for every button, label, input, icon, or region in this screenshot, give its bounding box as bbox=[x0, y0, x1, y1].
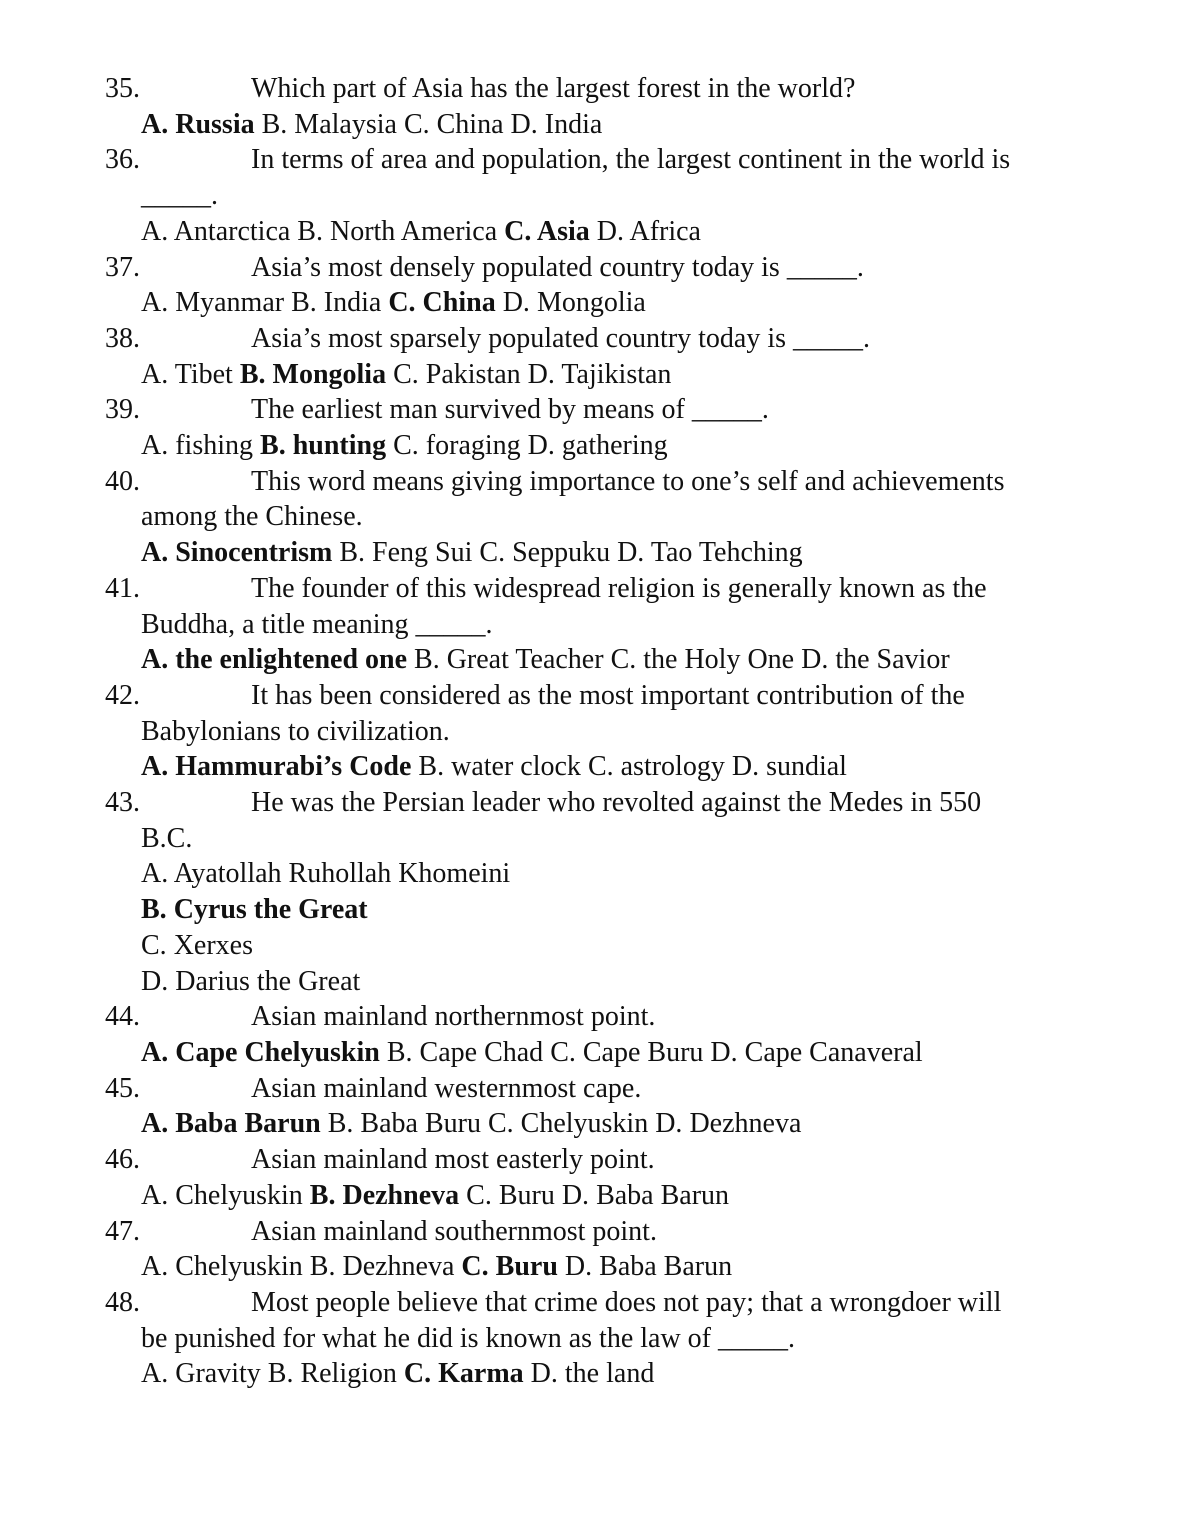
question-text-line: Asian mainland westernmost cape. bbox=[251, 1072, 642, 1104]
option-label: A. bbox=[141, 644, 169, 676]
answer-option bbox=[141, 1180, 303, 1211]
answer-option bbox=[655, 1108, 801, 1139]
correct-answer-option bbox=[260, 430, 386, 461]
answer-option bbox=[466, 1180, 555, 1211]
option-label: C. bbox=[550, 1036, 576, 1068]
correct-answer-option bbox=[141, 644, 407, 675]
option-label: D. bbox=[141, 965, 169, 997]
question-text bbox=[105, 464, 1105, 500]
question-text-line: Asian mainland northernmost point. bbox=[251, 1001, 656, 1033]
option-label: C. bbox=[466, 1179, 492, 1211]
question-text-line: Asian mainland most easterly point. bbox=[251, 1144, 655, 1176]
answer-options bbox=[105, 892, 1105, 928]
question-number: 46. bbox=[105, 1144, 140, 1176]
option-label: C. bbox=[403, 108, 430, 140]
option-text: Chelyuskin bbox=[175, 1179, 303, 1211]
answer-option bbox=[710, 1037, 922, 1068]
correct-answer-option bbox=[141, 1037, 380, 1068]
answer-options bbox=[105, 1178, 1105, 1214]
option-text: Chelyuskin bbox=[520, 1108, 649, 1140]
option-text: foraging bbox=[425, 430, 521, 462]
answer-options bbox=[105, 357, 1105, 393]
option-label: A. bbox=[141, 1358, 169, 1390]
option-label: D. bbox=[527, 430, 555, 462]
answer-options bbox=[105, 964, 1105, 1000]
option-text: Africa bbox=[629, 215, 701, 247]
question-text-line: The earliest man survived by means of _____. bbox=[251, 394, 769, 426]
answer-option bbox=[617, 537, 803, 568]
question-40 bbox=[105, 464, 1105, 571]
answer-option bbox=[310, 1251, 455, 1282]
question-text-continuation: among the Chinese. bbox=[141, 501, 363, 533]
option-label: B. bbox=[414, 644, 440, 676]
answer-option bbox=[141, 1251, 303, 1282]
option-label: A. bbox=[141, 287, 169, 319]
option-text: Mongolia bbox=[272, 358, 387, 390]
option-text: Asia bbox=[536, 215, 590, 247]
question-text-line: The founder of this widespread religion is generally known as the bbox=[251, 572, 987, 604]
question-45 bbox=[105, 1071, 1105, 1142]
option-text: China bbox=[436, 108, 504, 140]
option-label: D. bbox=[655, 1108, 683, 1140]
option-label: B. bbox=[141, 894, 167, 926]
answer-option bbox=[268, 1358, 397, 1389]
option-label: C. bbox=[393, 430, 419, 462]
answer-option bbox=[732, 751, 847, 782]
option-label: D. bbox=[527, 358, 555, 390]
option-text: Chelyuskin bbox=[175, 1251, 303, 1283]
question-text-line: He was the Persian leader who revolted against the Medes in 550 bbox=[251, 787, 982, 819]
question-number: 38. bbox=[105, 322, 140, 354]
answer-options bbox=[105, 856, 1105, 892]
option-text: North America bbox=[329, 215, 498, 247]
option-label: D. bbox=[561, 1179, 590, 1211]
option-label: D. bbox=[502, 287, 530, 319]
option-label: D. bbox=[530, 1358, 558, 1390]
option-text: Baba Buru bbox=[360, 1108, 481, 1140]
option-text: Karma bbox=[438, 1358, 524, 1390]
option-label: A. bbox=[141, 358, 169, 390]
option-text: Mongolia bbox=[536, 287, 646, 319]
option-label: C. bbox=[388, 287, 416, 319]
answer-option bbox=[565, 1251, 732, 1282]
option-text: hunting bbox=[292, 430, 387, 462]
correct-answer-option bbox=[461, 1251, 557, 1282]
answer-option bbox=[262, 109, 397, 140]
question-text bbox=[105, 1214, 1105, 1250]
question-number: 43. bbox=[105, 787, 140, 819]
option-text: Dezhneva bbox=[342, 1251, 455, 1283]
question-number: 45. bbox=[105, 1072, 140, 1104]
question-number: 39. bbox=[105, 394, 140, 426]
option-label: B. bbox=[260, 430, 286, 462]
answer-options bbox=[105, 1249, 1105, 1285]
answer-option bbox=[141, 1358, 261, 1389]
option-label: B. bbox=[418, 751, 445, 783]
option-label: B. bbox=[261, 108, 288, 140]
option-text: Cape Buru bbox=[582, 1036, 704, 1068]
question-47 bbox=[105, 1214, 1105, 1285]
answer-options bbox=[105, 928, 1105, 964]
question-text-continuation: be punished for what he did is known as the law of _____. bbox=[141, 1322, 795, 1354]
option-label: B. bbox=[297, 215, 323, 247]
option-text: Tibet bbox=[174, 358, 233, 390]
option-text: the Savior bbox=[835, 644, 950, 676]
answer-option bbox=[141, 287, 284, 318]
option-label: A. bbox=[141, 858, 169, 890]
question-text bbox=[105, 678, 1105, 714]
question-number: 36. bbox=[105, 144, 140, 176]
option-label: C. bbox=[610, 644, 637, 676]
option-text: Buru bbox=[495, 1251, 558, 1283]
question-text-line: Asian mainland southernmost point. bbox=[251, 1215, 657, 1247]
option-label: D. bbox=[510, 108, 538, 140]
option-text: Feng Sui bbox=[372, 537, 473, 569]
question-text-line: Which part of Asia has the largest forest in the world? bbox=[251, 73, 856, 104]
answer-option bbox=[611, 644, 795, 675]
option-label: B. bbox=[291, 287, 317, 319]
option-text: Cyrus the Great bbox=[173, 894, 368, 926]
correct-answer-option bbox=[504, 216, 590, 247]
option-label: D. bbox=[710, 1036, 738, 1068]
option-text: Baba Barun bbox=[596, 1179, 730, 1211]
option-text: Cape Chelyuskin bbox=[175, 1036, 380, 1068]
question-text bbox=[105, 1071, 1105, 1107]
answer-option bbox=[479, 537, 610, 568]
option-label: C. bbox=[587, 751, 614, 783]
question-text-line: Asia’s most sparsely populated country today is _____. bbox=[251, 322, 871, 354]
answer-options bbox=[105, 749, 1105, 785]
option-text: Ayatollah Ruhollah Khomeini bbox=[173, 858, 511, 890]
option-text: Buru bbox=[498, 1179, 555, 1211]
answer-option bbox=[414, 644, 604, 675]
correct-answer-option bbox=[240, 359, 386, 390]
option-text: Religion bbox=[300, 1358, 397, 1390]
option-text: Darius the Great bbox=[175, 965, 361, 997]
answer-options bbox=[105, 1035, 1105, 1071]
option-label: A. bbox=[141, 215, 169, 247]
option-text: Russia bbox=[175, 108, 255, 140]
option-text: fishing bbox=[175, 430, 254, 462]
question-number: 37. bbox=[105, 251, 140, 283]
answer-options bbox=[105, 428, 1105, 464]
option-text: India bbox=[323, 287, 382, 319]
question-text-line: This word means giving importance to one’s self and achievements bbox=[251, 465, 1005, 497]
answer-option bbox=[528, 359, 672, 390]
question-number: 41. bbox=[105, 572, 140, 604]
question-text-continuation: B.C. bbox=[141, 822, 193, 854]
option-text: Myanmar bbox=[175, 287, 285, 319]
answer-option bbox=[297, 216, 497, 247]
option-text: Malaysia bbox=[294, 108, 397, 140]
option-label: B. bbox=[267, 1358, 294, 1390]
question-37 bbox=[105, 250, 1105, 321]
option-label: C. bbox=[393, 358, 419, 390]
question-number: 42. bbox=[105, 679, 140, 711]
option-label: A. bbox=[141, 108, 169, 140]
correct-answer-option bbox=[388, 287, 495, 318]
option-text: Tao Tehching bbox=[650, 537, 803, 569]
option-label: B. bbox=[309, 1251, 336, 1283]
answer-option bbox=[801, 644, 950, 675]
option-text: water clock bbox=[451, 751, 581, 783]
answer-option bbox=[328, 1108, 481, 1139]
answer-option bbox=[141, 930, 253, 961]
answer-options bbox=[105, 535, 1105, 571]
question-text-continuation: Babylonians to civilization. bbox=[141, 715, 450, 747]
answer-options bbox=[105, 107, 1105, 143]
option-text: Hammurabi’s Code bbox=[175, 751, 412, 783]
correct-answer-option bbox=[141, 537, 332, 568]
answer-option bbox=[588, 751, 725, 782]
answer-option bbox=[141, 359, 233, 390]
option-text: China bbox=[422, 287, 496, 319]
answer-option bbox=[393, 430, 521, 461]
question-42 bbox=[105, 678, 1105, 785]
question-36 bbox=[105, 142, 1105, 249]
question-number: 47. bbox=[105, 1215, 140, 1247]
question-text bbox=[105, 999, 1105, 1035]
question-list bbox=[105, 71, 1105, 1392]
question-35 bbox=[105, 71, 1105, 142]
answer-option bbox=[291, 287, 381, 318]
option-text: the Holy One bbox=[643, 644, 795, 676]
question-number: 40. bbox=[105, 465, 140, 497]
question-text bbox=[105, 392, 1105, 428]
question-text bbox=[105, 71, 1105, 107]
answer-options bbox=[105, 1356, 1105, 1392]
option-label: B. bbox=[339, 537, 366, 569]
option-label: C. bbox=[479, 537, 506, 569]
correct-answer-option bbox=[141, 894, 368, 925]
option-label: C. bbox=[403, 1358, 432, 1390]
question-text bbox=[105, 785, 1105, 821]
question-text-continuation: Buddha, a title meaning _____. bbox=[141, 608, 493, 640]
answer-option bbox=[531, 1358, 655, 1389]
question-44 bbox=[105, 999, 1105, 1070]
question-46 bbox=[105, 1142, 1105, 1213]
option-text: Baba Barun bbox=[175, 1108, 321, 1140]
option-text: astrology bbox=[620, 751, 725, 783]
answer-option bbox=[597, 216, 701, 247]
answer-option bbox=[511, 109, 603, 140]
option-label: C. bbox=[461, 1251, 489, 1283]
option-label: A. bbox=[141, 1108, 169, 1140]
option-label: C. bbox=[141, 929, 167, 961]
option-text: Cape Canaveral bbox=[744, 1036, 923, 1068]
option-label: C. bbox=[504, 215, 532, 247]
option-text: the enlightened one bbox=[175, 644, 408, 676]
answer-option bbox=[550, 1037, 703, 1068]
question-number: 35. bbox=[105, 73, 140, 104]
option-text: Cape Chad bbox=[419, 1036, 544, 1068]
option-text: the land bbox=[564, 1358, 655, 1390]
correct-answer-option bbox=[141, 751, 411, 782]
question-text-line: Asia’s most densely populated country today is _____. bbox=[251, 251, 864, 283]
question-text-line: It has been considered as the most important contribution of the bbox=[251, 679, 965, 711]
option-label: D. bbox=[617, 537, 645, 569]
option-label: B. bbox=[327, 1108, 354, 1140]
option-text: Pakistan bbox=[425, 358, 521, 390]
question-38 bbox=[105, 321, 1105, 392]
option-label: A. bbox=[141, 1179, 169, 1211]
question-43 bbox=[105, 785, 1105, 999]
answer-option bbox=[528, 430, 668, 461]
option-text: Gravity bbox=[175, 1358, 261, 1390]
option-label: B. bbox=[386, 1036, 413, 1068]
answer-option bbox=[562, 1180, 729, 1211]
answer-options bbox=[105, 285, 1105, 321]
option-text: Xerxes bbox=[173, 929, 253, 961]
question-39 bbox=[105, 392, 1105, 463]
option-text: Dezhneva bbox=[342, 1179, 460, 1211]
answer-option bbox=[141, 216, 290, 247]
option-label: A. bbox=[141, 1251, 169, 1283]
answer-options bbox=[105, 1106, 1105, 1142]
option-label: A. bbox=[141, 430, 169, 462]
option-label: A. bbox=[141, 1036, 169, 1068]
question-text-line: In terms of area and population, the largest continent in the world is bbox=[251, 144, 1011, 176]
option-label: B. bbox=[309, 1179, 336, 1211]
question-text-line: Most people believe that crime does not pay; that a wrongdoer will bbox=[251, 1286, 1002, 1318]
answer-option bbox=[488, 1108, 648, 1139]
correct-answer-option bbox=[404, 1358, 524, 1389]
answer-option bbox=[141, 858, 510, 889]
question-text bbox=[105, 1285, 1105, 1321]
option-label: D. bbox=[596, 215, 624, 247]
correct-answer-option bbox=[141, 109, 255, 140]
option-text: Antarctica bbox=[173, 215, 291, 247]
question-number: 44. bbox=[105, 1001, 140, 1033]
answer-option bbox=[503, 287, 646, 318]
option-label: D. bbox=[731, 751, 760, 783]
answer-option bbox=[418, 751, 581, 782]
option-label: D. bbox=[801, 644, 829, 676]
answer-option bbox=[141, 430, 253, 461]
question-text bbox=[105, 321, 1105, 357]
question-text bbox=[105, 142, 1105, 178]
option-label: D. bbox=[564, 1251, 593, 1283]
option-text: Seppuku bbox=[512, 537, 611, 569]
option-text: Dezhneva bbox=[689, 1108, 802, 1140]
answer-options bbox=[105, 214, 1105, 250]
question-text bbox=[105, 250, 1105, 286]
question-41 bbox=[105, 571, 1105, 678]
question-text-continuation: _____. bbox=[141, 180, 218, 212]
answer-option bbox=[393, 359, 521, 390]
option-text: gathering bbox=[561, 430, 668, 462]
question-text bbox=[105, 571, 1105, 607]
option-label: B. bbox=[239, 358, 266, 390]
question-text bbox=[105, 1142, 1105, 1178]
answer-option bbox=[339, 537, 472, 568]
option-label: A. bbox=[141, 751, 169, 783]
question-48 bbox=[105, 1285, 1105, 1392]
answer-options bbox=[105, 642, 1105, 678]
option-label: C. bbox=[487, 1108, 514, 1140]
answer-option bbox=[387, 1037, 543, 1068]
answer-option bbox=[141, 966, 360, 997]
option-text: sundial bbox=[766, 751, 847, 783]
option-text: Baba Barun bbox=[599, 1251, 733, 1283]
correct-answer-option bbox=[141, 1108, 321, 1139]
answer-option bbox=[404, 109, 504, 140]
correct-answer-option bbox=[310, 1180, 459, 1211]
option-text: India bbox=[544, 108, 603, 140]
option-text: Tajikistan bbox=[561, 358, 672, 390]
option-label: A. bbox=[141, 537, 169, 569]
option-text: Great Teacher bbox=[446, 644, 604, 676]
question-number: 48. bbox=[105, 1286, 140, 1318]
option-text: Sinocentrism bbox=[175, 537, 333, 569]
